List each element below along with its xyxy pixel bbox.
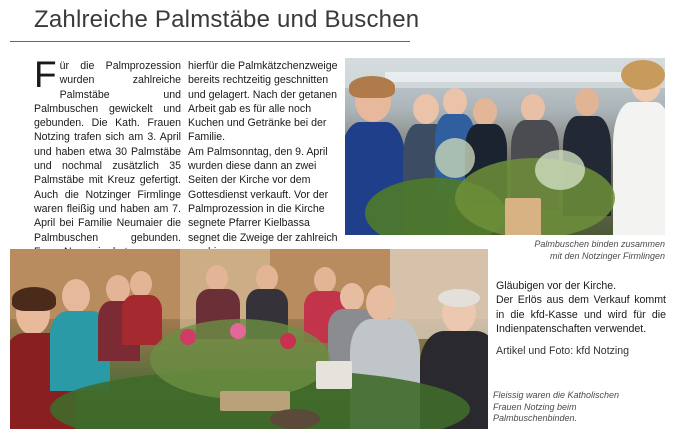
column-2-paragraph-1: hierfür die Palmkätzchenzweige bereits rechtzeitig geschnitten und gelagert. Nach der getanen Arbeit gab es für alle noch Kuchen und Getränke bei der Familie. <box>188 60 338 144</box>
photo-firmlinge <box>345 58 665 235</box>
caption-2-line-3: Palmbuschenbinden. <box>493 413 578 423</box>
article-headline: Zahlreiche Palmstäbe und Buschen <box>34 6 420 33</box>
column-1-text: ür die Palmprozession wurden zahlreiche Palmstäbe und Palmbuschen gewickelt und gebunden. Die Kath. Frauen Notzing trafen sich am 3. April und haben etwa 30 Palmstäbe und nochmal zusätzlich 35 Palmstäbe mit Kreuz gefertigt. Auch die Notzinger Firmlinge waren fleißig und haben am 7. April bei Familie Neumaier die Palmbuschen gebunden. <box>34 60 181 244</box>
column-3-paragraph-1: Gläubigen vor der Kirche. <box>496 280 617 292</box>
article-column-3 <box>496 279 666 358</box>
caption-1-line-2: mit den Notzinger Firmlingen <box>549 250 665 261</box>
article-column-1 <box>34 54 181 259</box>
caption-2-line-1: Fleissig waren die Katholischen <box>493 390 620 400</box>
headline-rule <box>10 41 410 42</box>
caption-2-line-2: Frauen Notzing beim <box>493 401 577 412</box>
photo-caption-1 <box>480 239 665 262</box>
caption-1-line-1: Palmbuschen binden zusammen <box>534 239 665 249</box>
drop-cap: F <box>34 54 57 95</box>
photo-kfd-frauen <box>10 249 488 429</box>
article-credit: Artikel und Foto: kfd Notzing <box>496 345 630 358</box>
column-2-paragraph-2: Am Palmsonntag, den 9. April wurden diese dann an zwei Seiten der Kirche vor dem Gottesdienst verkauft. Vor der Palmprozession in die Kirche segnete Pfarrer Kielbassa segnet die Zweige der zahlreich <box>188 145 338 244</box>
article-column-2 <box>188 59 338 259</box>
photo-caption-2 <box>493 390 663 425</box>
column-3-paragraph-2: Der Erlös aus dem Verkauf kommt in die kfd-Kasse und wird für die Indienpatenschaften verwendet. <box>496 294 666 335</box>
